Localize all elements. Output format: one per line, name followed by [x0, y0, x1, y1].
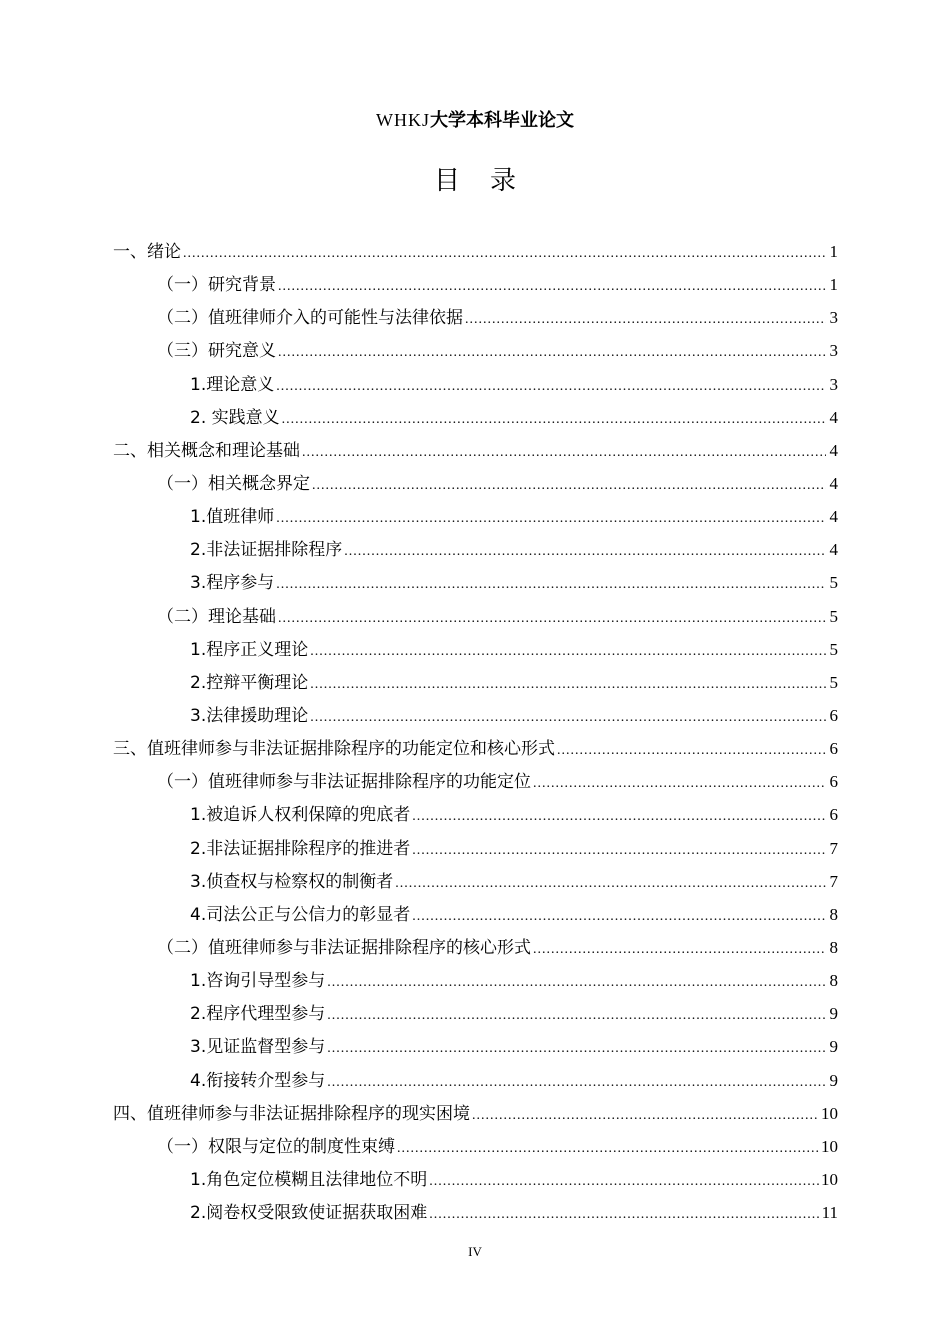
toc-entry-label: 3.法律援助理论 [190, 705, 309, 726]
toc-leader-dots [278, 611, 826, 627]
toc-leader-dots [412, 909, 826, 925]
toc-entry-label: （一）相关概念界定 [157, 473, 310, 494]
toc-entry[interactable] [113, 303, 838, 336]
toc-entry[interactable] [113, 1066, 838, 1099]
toc-entry-page: 7 [829, 871, 838, 891]
toc-leader-dots [310, 710, 826, 726]
toc-entry-page: 6 [829, 805, 838, 825]
toc-leader-dots [302, 445, 826, 461]
toc-entry-label: （三）研究意义 [157, 341, 276, 362]
toc-entry-label: 4.衔接转介型参与 [190, 1070, 326, 1091]
toc-entry[interactable] [113, 800, 838, 833]
toc-entry-label: 1.咨询引导型参与 [190, 971, 326, 992]
toc-entry-page: 9 [829, 1004, 838, 1024]
toc-entry-label: 2. 实践意义 [190, 407, 280, 428]
toc-leader-dots [310, 677, 826, 693]
page-title: 目录 [433, 166, 546, 196]
toc-entry-label: （一）值班律师参与非法证据排除程序的功能定位 [157, 772, 531, 793]
toc-entry[interactable] [113, 436, 838, 469]
toc-entry-page: 3 [829, 341, 838, 361]
toc-leader-dots [276, 379, 826, 395]
toc-entry-label: 2.非法证据排除程序 [190, 540, 343, 561]
toc-leader-dots [183, 246, 826, 262]
toc-entry-label: 2.控辩平衡理论 [190, 672, 309, 693]
toc-entry[interactable] [113, 999, 838, 1032]
toc-entry-label: 1.理论意义 [190, 374, 275, 395]
toc-entry-page: 1 [829, 242, 838, 261]
toc-entry-page: 10 [821, 1103, 838, 1123]
toc-entry-page: 6 [829, 772, 838, 792]
toc-entry-page: 8 [829, 904, 838, 924]
toc-entry-page: 8 [829, 937, 838, 957]
toc-entry-label: 四、值班律师参与非法证据排除程序的现实困境 [113, 1103, 470, 1124]
toc-entry-page: 5 [829, 639, 838, 659]
toc-entry[interactable] [113, 1132, 838, 1165]
toc-entry-page: 8 [829, 971, 838, 991]
header-thesis-label: 大学本科毕业论文 [430, 110, 574, 131]
toc-entry[interactable] [113, 933, 838, 966]
toc-entry-label: 4.司法公正与公信力的彰显者 [190, 904, 411, 925]
toc-entry[interactable] [113, 767, 838, 800]
toc-entry[interactable] [113, 734, 838, 767]
toc-entry-page: 1 [829, 275, 838, 295]
table-of-contents [113, 237, 838, 1231]
toc-leader-dots [327, 1008, 826, 1024]
toc-entry-label: 2.阅卷权受限致使证据获取困难 [190, 1203, 428, 1224]
toc-leader-dots [282, 412, 826, 428]
toc-entry-page: 4 [829, 440, 838, 460]
toc-entry-page: 7 [829, 838, 838, 858]
toc-entry-label: 3.见证监督型参与 [190, 1037, 326, 1058]
toc-leader-dots [557, 743, 826, 759]
toc-entry-page: 9 [829, 1037, 838, 1057]
toc-leader-dots [278, 279, 826, 295]
toc-leader-dots [465, 312, 826, 328]
toc-leader-dots [429, 1174, 819, 1190]
toc-entry-label: （一）权限与定位的制度性束缚 [157, 1136, 395, 1157]
toc-entry-label: 1.角色定位模糊且法律地位不明 [190, 1169, 428, 1190]
toc-entry-page: 5 [829, 672, 838, 692]
toc-leader-dots [276, 511, 826, 527]
toc-entry[interactable] [113, 1198, 838, 1231]
toc-leader-dots [533, 776, 826, 792]
toc-entry-page: 3 [829, 308, 838, 328]
toc-leader-dots [310, 644, 826, 660]
page-header [0, 106, 950, 132]
toc-entry[interactable] [113, 834, 838, 867]
toc-leader-dots [397, 1141, 819, 1157]
toc-entry-page: 10 [821, 1136, 838, 1156]
toc-entry[interactable] [113, 270, 838, 303]
toc-entry[interactable] [113, 900, 838, 933]
toc-entry-label: 2.非法证据排除程序的推进者 [190, 838, 411, 859]
toc-entry[interactable] [113, 1099, 838, 1132]
toc-entry[interactable] [113, 502, 838, 535]
toc-leader-dots [344, 544, 826, 560]
toc-entry[interactable] [113, 370, 838, 403]
toc-entry[interactable] [113, 469, 838, 502]
toc-entry-page: 4 [829, 407, 838, 427]
page-number: IV [468, 1244, 482, 1259]
toc-entry[interactable] [113, 1165, 838, 1198]
toc-entry[interactable] [113, 635, 838, 668]
toc-entry-label: 2.程序代理型参与 [190, 1004, 326, 1025]
toc-entry-label: 1.被追诉人权利保障的兜底者 [190, 805, 411, 826]
toc-entry[interactable] [113, 1032, 838, 1065]
toc-entry[interactable] [113, 237, 838, 270]
toc-entry[interactable] [113, 568, 838, 601]
toc-entry-label: 1.值班律师 [190, 507, 275, 528]
toc-entry-label: （一）研究背景 [157, 275, 276, 296]
toc-entry-page: 10 [821, 1169, 838, 1189]
toc-entry-page: 4 [829, 540, 838, 560]
toc-leader-dots [278, 345, 826, 361]
toc-entry-label: 3.程序参与 [190, 573, 275, 594]
toc-entry-label: （二）值班律师参与非法证据排除程序的核心形式 [157, 937, 531, 958]
toc-entry[interactable] [113, 867, 838, 900]
toc-entry-label: 三、值班律师参与非法证据排除程序的功能定位和核心形式 [113, 739, 555, 760]
toc-entry[interactable] [113, 602, 838, 635]
toc-entry[interactable] [113, 403, 838, 436]
toc-entry-page: 5 [829, 573, 838, 593]
toc-entry[interactable] [113, 336, 838, 369]
toc-entry-label: （二）值班律师介入的可能性与法律依据 [157, 308, 463, 329]
toc-entry-page: 4 [829, 473, 838, 493]
toc-leader-dots [429, 1207, 819, 1223]
toc-leader-dots [412, 809, 826, 825]
toc-entry[interactable] [113, 966, 838, 999]
toc-leader-dots [472, 1108, 819, 1124]
toc-entry-page: 9 [829, 1070, 838, 1090]
toc-leader-dots [312, 478, 826, 494]
toc-entry-label: 3.侦查权与检察权的制衡者 [190, 871, 394, 892]
header-school-code: WHKJ [376, 110, 430, 130]
toc-entry-page: 3 [829, 374, 838, 394]
toc-leader-dots [395, 876, 826, 892]
toc-entry[interactable] [113, 535, 838, 568]
toc-entry-label: （二）理论基础 [157, 606, 276, 627]
toc-leader-dots [327, 1041, 826, 1057]
toc-entry-page: 6 [829, 739, 838, 759]
toc-entry[interactable] [113, 668, 838, 701]
toc-entry-label: 二、相关概念和理论基础 [113, 440, 300, 461]
toc-entry-page: 4 [829, 507, 838, 527]
toc-entry-label: 1.程序正义理论 [190, 639, 309, 660]
toc-leader-dots [412, 843, 826, 859]
toc-entry-page: 6 [829, 705, 838, 725]
toc-leader-dots [327, 975, 826, 991]
toc-entry-page: 5 [829, 606, 838, 626]
toc-leader-dots [327, 1075, 826, 1091]
toc-leader-dots [533, 942, 826, 958]
toc-entry[interactable] [113, 701, 838, 734]
toc-leader-dots [276, 577, 826, 593]
toc-entry-page: 11 [821, 1203, 838, 1223]
toc-entry-label: 一、绪论 [113, 242, 181, 262]
